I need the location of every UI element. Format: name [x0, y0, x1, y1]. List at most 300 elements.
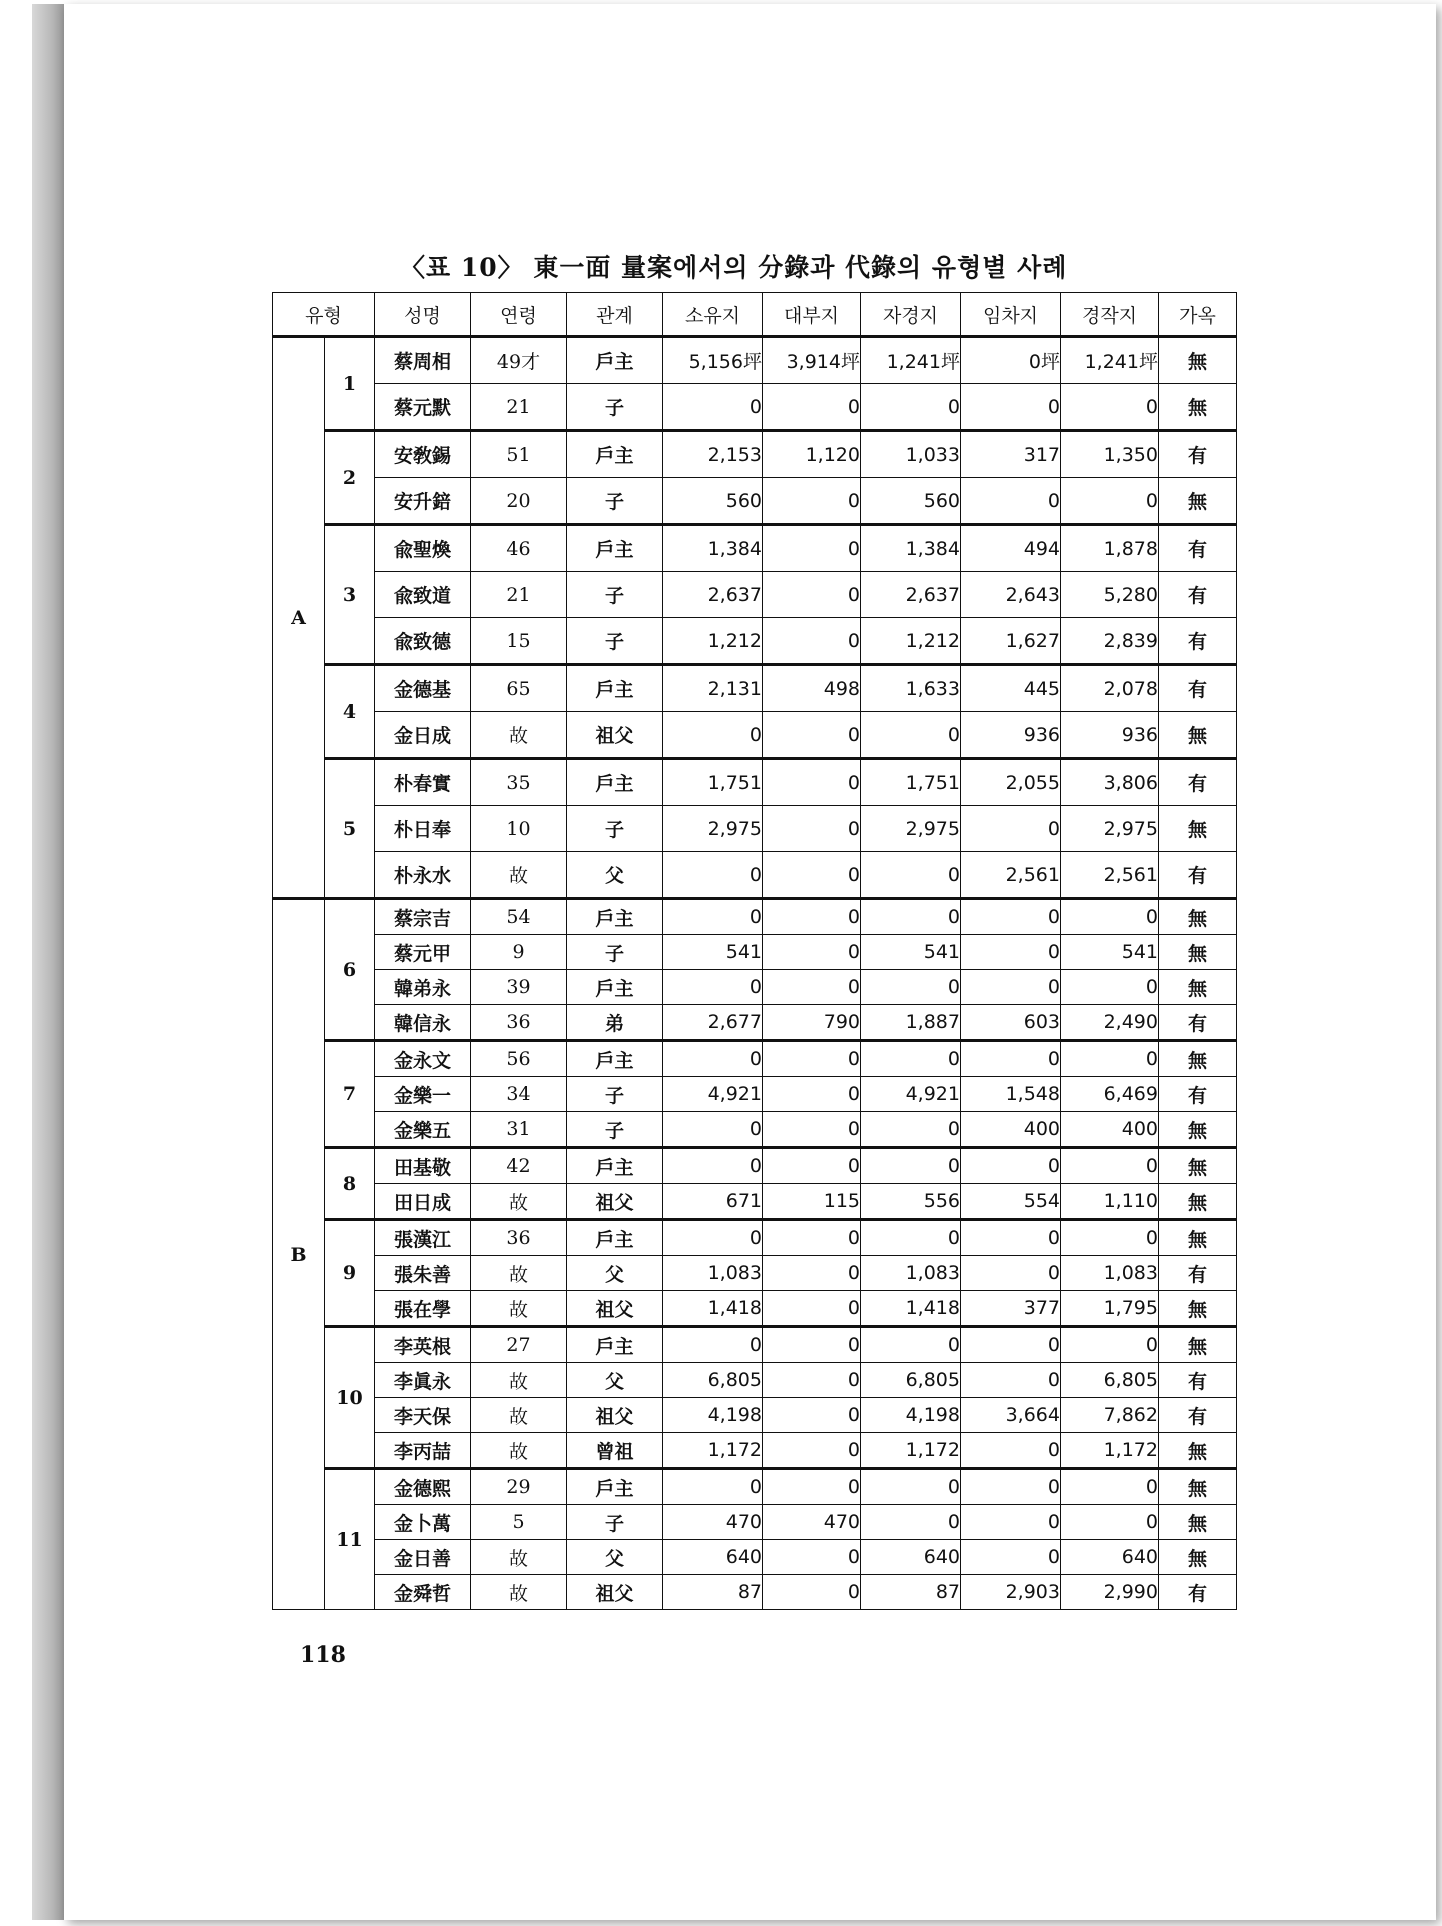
- table-row: [273, 1077, 1237, 1112]
- name-cell: 韓信永: [375, 1005, 471, 1041]
- cultivated-cell: 6,805: [1061, 1363, 1159, 1398]
- table-row: [273, 1469, 1237, 1505]
- group-number: 1: [325, 337, 375, 431]
- leased-out-cell: 0: [763, 712, 861, 759]
- cultivated-cell: 2,839: [1061, 618, 1159, 665]
- relation-cell: 祖父: [567, 712, 663, 759]
- header-cell: 대부지: [763, 293, 861, 337]
- tenant-land-cell: 377: [961, 1291, 1061, 1327]
- cultivated-cell: 5,280: [1061, 572, 1159, 618]
- owned-land-cell: 0: [663, 1041, 763, 1077]
- leased-out-cell: 115: [763, 1184, 861, 1220]
- table-row: [273, 1148, 1237, 1184]
- age-cell: 29: [471, 1469, 567, 1505]
- relation-cell: 弟: [567, 1005, 663, 1041]
- cultivated-cell: 0: [1061, 1469, 1159, 1505]
- owned-land-cell: 0: [663, 1220, 763, 1256]
- header-cell: 임차지: [961, 293, 1061, 337]
- leased-out-cell: 0: [763, 899, 861, 935]
- owned-land-cell: 560: [663, 478, 763, 525]
- relation-cell: 子: [567, 618, 663, 665]
- self-cultivated-cell: 640: [861, 1540, 961, 1575]
- name-cell: 蔡元默: [375, 384, 471, 431]
- tenant-land-cell: 936: [961, 712, 1061, 759]
- leased-out-cell: 1,120: [763, 431, 861, 478]
- owned-land-cell: 2,975: [663, 806, 763, 852]
- table-row: [273, 1433, 1237, 1469]
- relation-cell: 子: [567, 935, 663, 970]
- name-cell: 朴春實: [375, 759, 471, 806]
- table-row: [273, 1291, 1237, 1327]
- owned-land-cell: 2,131: [663, 665, 763, 712]
- age-cell: 故: [471, 1540, 567, 1575]
- table-row: [273, 1363, 1237, 1398]
- self-cultivated-cell: 0: [861, 970, 961, 1005]
- name-cell: 田日成: [375, 1184, 471, 1220]
- relation-cell: 戶主: [567, 665, 663, 712]
- self-cultivated-cell: 1,418: [861, 1291, 961, 1327]
- leased-out-cell: 0: [763, 572, 861, 618]
- data-table: [272, 292, 1237, 1610]
- name-cell: 安升錇: [375, 478, 471, 525]
- age-cell: 21: [471, 572, 567, 618]
- relation-cell: 祖父: [567, 1398, 663, 1433]
- group-number: 9: [325, 1220, 375, 1327]
- relation-cell: 祖父: [567, 1575, 663, 1610]
- header-cell: 자경지: [861, 293, 961, 337]
- group-number: 11: [325, 1469, 375, 1610]
- name-cell: 兪致道: [375, 572, 471, 618]
- owned-land-cell: 1,418: [663, 1291, 763, 1327]
- owned-land-cell: 0: [663, 899, 763, 935]
- book-spine: [32, 4, 65, 1920]
- house-cell: 無: [1159, 970, 1237, 1005]
- relation-cell: 戶主: [567, 1148, 663, 1184]
- tenant-land-cell: 0: [961, 1220, 1061, 1256]
- name-cell: 李天保: [375, 1398, 471, 1433]
- cultivated-cell: 2,990: [1061, 1575, 1159, 1610]
- table-body: [273, 337, 1237, 1610]
- age-cell: 31: [471, 1112, 567, 1148]
- tenant-land-cell: 0: [961, 1540, 1061, 1575]
- age-cell: 42: [471, 1148, 567, 1184]
- leased-out-cell: 0: [763, 525, 861, 572]
- self-cultivated-cell: 0: [861, 899, 961, 935]
- cultivated-cell: 7,862: [1061, 1398, 1159, 1433]
- age-cell: 5: [471, 1505, 567, 1540]
- age-cell: 故: [471, 1398, 567, 1433]
- age-cell: 35: [471, 759, 567, 806]
- cultivated-cell: 1,172: [1061, 1433, 1159, 1469]
- leased-out-cell: 0: [763, 1363, 861, 1398]
- group-number: 8: [325, 1148, 375, 1220]
- leased-out-cell: 0: [763, 1291, 861, 1327]
- tenant-land-cell: 0: [961, 1469, 1061, 1505]
- leased-out-cell: 0: [763, 1398, 861, 1433]
- tenant-land-cell: 1,627: [961, 618, 1061, 665]
- name-cell: 李英根: [375, 1327, 471, 1363]
- house-cell: 有: [1159, 759, 1237, 806]
- age-cell: 故: [471, 1363, 567, 1398]
- leased-out-cell: 3,914坪: [763, 337, 861, 384]
- age-cell: 21: [471, 384, 567, 431]
- owned-land-cell: 0: [663, 852, 763, 899]
- house-cell: 無: [1159, 1433, 1237, 1469]
- header-cell: 연령: [471, 293, 567, 337]
- table-row: [273, 478, 1237, 525]
- leased-out-cell: 0: [763, 618, 861, 665]
- owned-land-cell: 671: [663, 1184, 763, 1220]
- relation-cell: 戶主: [567, 899, 663, 935]
- self-cultivated-cell: 1,083: [861, 1256, 961, 1291]
- house-cell: 有: [1159, 618, 1237, 665]
- cultivated-cell: 0: [1061, 1148, 1159, 1184]
- age-cell: 故: [471, 1433, 567, 1469]
- house-cell: 無: [1159, 806, 1237, 852]
- table-row: [273, 852, 1237, 899]
- self-cultivated-cell: 0: [861, 1220, 961, 1256]
- relation-cell: 子: [567, 806, 663, 852]
- table-row: [273, 665, 1237, 712]
- self-cultivated-cell: 0: [861, 1148, 961, 1184]
- relation-cell: 父: [567, 1540, 663, 1575]
- tenant-land-cell: 2,561: [961, 852, 1061, 899]
- header-cell: 소유지: [663, 293, 763, 337]
- table-row: [273, 618, 1237, 665]
- tenant-land-cell: 0: [961, 935, 1061, 970]
- house-cell: 有: [1159, 665, 1237, 712]
- name-cell: 兪致德: [375, 618, 471, 665]
- age-cell: 9: [471, 935, 567, 970]
- owned-land-cell: 0: [663, 1148, 763, 1184]
- leased-out-cell: 0: [763, 1041, 861, 1077]
- self-cultivated-cell: 2,975: [861, 806, 961, 852]
- leased-out-cell: 0: [763, 970, 861, 1005]
- cultivated-cell: 1,083: [1061, 1256, 1159, 1291]
- house-cell: 有: [1159, 1256, 1237, 1291]
- age-cell: 36: [471, 1005, 567, 1041]
- relation-cell: 子: [567, 1112, 663, 1148]
- house-cell: 有: [1159, 525, 1237, 572]
- tenant-land-cell: 0: [961, 806, 1061, 852]
- house-cell: 無: [1159, 1291, 1237, 1327]
- house-cell: 有: [1159, 852, 1237, 899]
- age-cell: 51: [471, 431, 567, 478]
- age-cell: 34: [471, 1077, 567, 1112]
- self-cultivated-cell: 0: [861, 1469, 961, 1505]
- header-cell: 관계: [567, 293, 663, 337]
- owned-land-cell: 1,172: [663, 1433, 763, 1469]
- table-row: [273, 759, 1237, 806]
- table-row: [273, 1256, 1237, 1291]
- table-row: [273, 572, 1237, 618]
- owned-land-cell: 5,156坪: [663, 337, 763, 384]
- name-cell: 張漢江: [375, 1220, 471, 1256]
- cultivated-cell: 2,490: [1061, 1005, 1159, 1041]
- name-cell: 朴永水: [375, 852, 471, 899]
- leased-out-cell: 0: [763, 852, 861, 899]
- name-cell: 張朱善: [375, 1256, 471, 1291]
- self-cultivated-cell: 1,033: [861, 431, 961, 478]
- self-cultivated-cell: 1,633: [861, 665, 961, 712]
- table-row: [273, 1220, 1237, 1256]
- self-cultivated-cell: 1,172: [861, 1433, 961, 1469]
- house-cell: 無: [1159, 337, 1237, 384]
- house-cell: 無: [1159, 384, 1237, 431]
- owned-land-cell: 2,677: [663, 1005, 763, 1041]
- leased-out-cell: 0: [763, 1575, 861, 1610]
- house-cell: 無: [1159, 478, 1237, 525]
- table-row: [273, 1398, 1237, 1433]
- self-cultivated-cell: 1,751: [861, 759, 961, 806]
- tenant-land-cell: 0: [961, 1148, 1061, 1184]
- relation-cell: 戶主: [567, 970, 663, 1005]
- name-cell: 韓弟永: [375, 970, 471, 1005]
- leased-out-cell: 0: [763, 384, 861, 431]
- cultivated-cell: 0: [1061, 478, 1159, 525]
- tenant-land-cell: 494: [961, 525, 1061, 572]
- header-cell: 가옥: [1159, 293, 1237, 337]
- cultivated-cell: 1,878: [1061, 525, 1159, 572]
- relation-cell: 子: [567, 572, 663, 618]
- table-row: [273, 712, 1237, 759]
- name-cell: 李眞永: [375, 1363, 471, 1398]
- leased-out-cell: 0: [763, 478, 861, 525]
- name-cell: 朴日奉: [375, 806, 471, 852]
- leased-out-cell: 0: [763, 1433, 861, 1469]
- table-row: [273, 1005, 1237, 1041]
- owned-land-cell: 2,153: [663, 431, 763, 478]
- table-row: [273, 970, 1237, 1005]
- leased-out-cell: 0: [763, 1220, 861, 1256]
- table-row: [273, 899, 1237, 935]
- owned-land-cell: 470: [663, 1505, 763, 1540]
- self-cultivated-cell: 0: [861, 384, 961, 431]
- self-cultivated-cell: 1,212: [861, 618, 961, 665]
- age-cell: 故: [471, 1256, 567, 1291]
- relation-cell: 戶主: [567, 1327, 663, 1363]
- table-row: [273, 337, 1237, 384]
- leased-out-cell: 790: [763, 1005, 861, 1041]
- house-cell: 有: [1159, 572, 1237, 618]
- name-cell: 兪聖煥: [375, 525, 471, 572]
- age-cell: 故: [471, 852, 567, 899]
- name-cell: 田基敬: [375, 1148, 471, 1184]
- self-cultivated-cell: 0: [861, 852, 961, 899]
- relation-cell: 戶主: [567, 337, 663, 384]
- self-cultivated-cell: 0: [861, 1112, 961, 1148]
- house-cell: 有: [1159, 1398, 1237, 1433]
- cultivated-cell: 0: [1061, 899, 1159, 935]
- self-cultivated-cell: 556: [861, 1184, 961, 1220]
- cultivated-cell: 1,241坪: [1061, 337, 1159, 384]
- table-row: [273, 1505, 1237, 1540]
- owned-land-cell: 640: [663, 1540, 763, 1575]
- self-cultivated-cell: 560: [861, 478, 961, 525]
- owned-land-cell: 6,805: [663, 1363, 763, 1398]
- self-cultivated-cell: 1,887: [861, 1005, 961, 1041]
- header-cell: 경작지: [1061, 293, 1159, 337]
- tenant-land-cell: 0: [961, 1363, 1061, 1398]
- leased-out-cell: 470: [763, 1505, 861, 1540]
- house-cell: 有: [1159, 431, 1237, 478]
- table-row: [273, 431, 1237, 478]
- owned-land-cell: 1,083: [663, 1256, 763, 1291]
- name-cell: 蔡宗吉: [375, 899, 471, 935]
- owned-land-cell: 0: [663, 712, 763, 759]
- relation-cell: 戶主: [567, 759, 663, 806]
- tenant-land-cell: 400: [961, 1112, 1061, 1148]
- cultivated-cell: 400: [1061, 1112, 1159, 1148]
- house-cell: 無: [1159, 1112, 1237, 1148]
- tenant-land-cell: 0: [961, 1041, 1061, 1077]
- table-row: [273, 806, 1237, 852]
- name-cell: 李丙喆: [375, 1433, 471, 1469]
- self-cultivated-cell: 0: [861, 712, 961, 759]
- house-cell: 無: [1159, 899, 1237, 935]
- tenant-land-cell: 2,643: [961, 572, 1061, 618]
- header-row: [273, 293, 1237, 337]
- table-row: [273, 1540, 1237, 1575]
- group-number: 10: [325, 1327, 375, 1469]
- owned-land-cell: 2,637: [663, 572, 763, 618]
- age-cell: 27: [471, 1327, 567, 1363]
- cultivated-cell: 6,469: [1061, 1077, 1159, 1112]
- relation-cell: 戶主: [567, 525, 663, 572]
- tenant-land-cell: 0: [961, 1505, 1061, 1540]
- self-cultivated-cell: 0: [861, 1505, 961, 1540]
- owned-land-cell: 541: [663, 935, 763, 970]
- owned-land-cell: 0: [663, 970, 763, 1005]
- self-cultivated-cell: 1,241坪: [861, 337, 961, 384]
- age-cell: 故: [471, 712, 567, 759]
- self-cultivated-cell: 4,198: [861, 1398, 961, 1433]
- table-row: [273, 1041, 1237, 1077]
- house-cell: 有: [1159, 1005, 1237, 1041]
- owned-land-cell: 1,212: [663, 618, 763, 665]
- relation-cell: 子: [567, 384, 663, 431]
- self-cultivated-cell: 1,384: [861, 525, 961, 572]
- name-cell: 金永文: [375, 1041, 471, 1077]
- relation-cell: 祖父: [567, 1291, 663, 1327]
- cultivated-cell: 541: [1061, 935, 1159, 970]
- owned-land-cell: 1,384: [663, 525, 763, 572]
- self-cultivated-cell: 0: [861, 1327, 961, 1363]
- cultivated-cell: 0: [1061, 970, 1159, 1005]
- name-cell: 金日成: [375, 712, 471, 759]
- cultivated-cell: 3,806: [1061, 759, 1159, 806]
- relation-cell: 祖父: [567, 1184, 663, 1220]
- table-row: [273, 935, 1237, 970]
- relation-cell: 戶主: [567, 1041, 663, 1077]
- house-cell: 無: [1159, 1220, 1237, 1256]
- tenant-land-cell: 0坪: [961, 337, 1061, 384]
- relation-cell: 戶主: [567, 1469, 663, 1505]
- age-cell: 故: [471, 1291, 567, 1327]
- age-cell: 54: [471, 899, 567, 935]
- table-row: [273, 1184, 1237, 1220]
- cultivated-cell: 2,975: [1061, 806, 1159, 852]
- tenant-land-cell: 0: [961, 478, 1061, 525]
- age-cell: 20: [471, 478, 567, 525]
- house-cell: 有: [1159, 1077, 1237, 1112]
- tenant-land-cell: 2,903: [961, 1575, 1061, 1610]
- house-cell: 無: [1159, 1327, 1237, 1363]
- name-cell: 金卜萬: [375, 1505, 471, 1540]
- leased-out-cell: 0: [763, 1256, 861, 1291]
- name-cell: 金樂一: [375, 1077, 471, 1112]
- self-cultivated-cell: 4,921: [861, 1077, 961, 1112]
- relation-cell: 戶主: [567, 431, 663, 478]
- age-cell: 56: [471, 1041, 567, 1077]
- table-row: [273, 1575, 1237, 1610]
- tenant-land-cell: 0: [961, 899, 1061, 935]
- relation-cell: 父: [567, 1363, 663, 1398]
- cultivated-cell: 640: [1061, 1540, 1159, 1575]
- cultivated-cell: 0: [1061, 1327, 1159, 1363]
- group-number: 5: [325, 759, 375, 899]
- table-row: [273, 525, 1237, 572]
- leased-out-cell: 0: [763, 1112, 861, 1148]
- house-cell: 無: [1159, 1540, 1237, 1575]
- tenant-land-cell: 317: [961, 431, 1061, 478]
- tenant-land-cell: 0: [961, 970, 1061, 1005]
- owned-land-cell: 0: [663, 1327, 763, 1363]
- self-cultivated-cell: 541: [861, 935, 961, 970]
- group-number: 4: [325, 665, 375, 759]
- cultivated-cell: 1,110: [1061, 1184, 1159, 1220]
- cultivated-cell: 2,561: [1061, 852, 1159, 899]
- relation-cell: 曾祖: [567, 1433, 663, 1469]
- self-cultivated-cell: 6,805: [861, 1363, 961, 1398]
- house-cell: 有: [1159, 1575, 1237, 1610]
- house-cell: 有: [1159, 1363, 1237, 1398]
- tenant-land-cell: 0: [961, 384, 1061, 431]
- leased-out-cell: 0: [763, 1077, 861, 1112]
- relation-cell: 父: [567, 1256, 663, 1291]
- cultivated-cell: 0: [1061, 1041, 1159, 1077]
- age-cell: 39: [471, 970, 567, 1005]
- name-cell: 金樂五: [375, 1112, 471, 1148]
- tenant-land-cell: 2,055: [961, 759, 1061, 806]
- house-cell: 無: [1159, 1469, 1237, 1505]
- name-cell: 金日善: [375, 1540, 471, 1575]
- owned-land-cell: 0: [663, 1112, 763, 1148]
- self-cultivated-cell: 87: [861, 1575, 961, 1610]
- self-cultivated-cell: 2,637: [861, 572, 961, 618]
- leased-out-cell: 0: [763, 1327, 861, 1363]
- cultivated-cell: 2,078: [1061, 665, 1159, 712]
- name-cell: 金德熙: [375, 1469, 471, 1505]
- leased-out-cell: 0: [763, 1540, 861, 1575]
- tenant-land-cell: 603: [961, 1005, 1061, 1041]
- owned-land-cell: 4,198: [663, 1398, 763, 1433]
- name-cell: 金德基: [375, 665, 471, 712]
- leased-out-cell: 0: [763, 935, 861, 970]
- tenant-land-cell: 554: [961, 1184, 1061, 1220]
- name-cell: 蔡周相: [375, 337, 471, 384]
- type-label: A: [273, 337, 325, 899]
- age-cell: 10: [471, 806, 567, 852]
- cultivated-cell: 0: [1061, 1505, 1159, 1540]
- leased-out-cell: 498: [763, 665, 861, 712]
- type-label: B: [273, 899, 325, 1610]
- house-cell: 無: [1159, 1184, 1237, 1220]
- table-row: [273, 1112, 1237, 1148]
- name-cell: 安敎錫: [375, 431, 471, 478]
- header-cell: 성명: [375, 293, 471, 337]
- table-caption: 〈표 10〉 東一面 量案에서의 分錄과 代錄의 유형별 사례: [400, 253, 1068, 282]
